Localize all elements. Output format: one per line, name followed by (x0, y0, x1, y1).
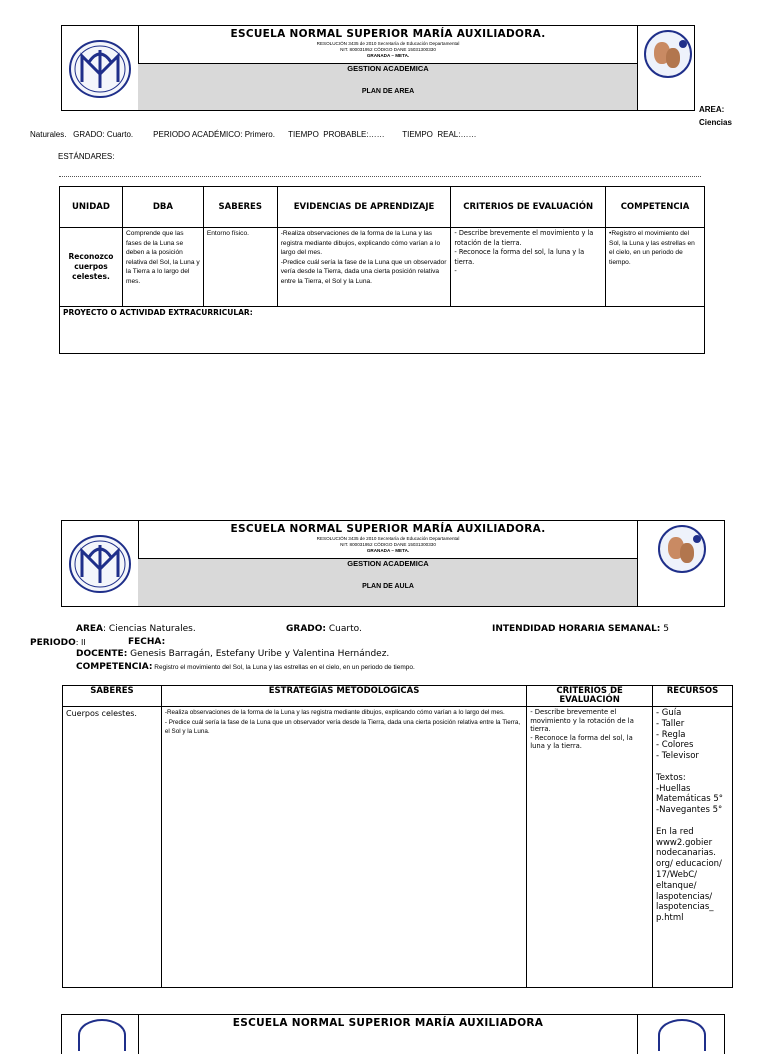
school-name: ESCUELA NORMAL SUPERIOR MARÍA AUXILIADORA. (230, 523, 546, 535)
docente-value: Genesis Barragán, Estefany Uribe y Valentina Hernández. (127, 649, 390, 659)
col-header: UNIDAD (60, 187, 123, 228)
estrategias-cell: -Realiza observaciones de la forma de la Luna y las registra mediante dibujos, explicando cómo varían a lo largo del mes. - Predice cuál sería la fase de la Luna que un observador vería desde la Tierra, dada una cierta posición relativa entre la Tierra, el Sol y la Luna. (161, 707, 526, 988)
area-value: Ciencias (699, 118, 732, 127)
city-text: GRANADA – META. (366, 53, 410, 58)
header-middle (138, 26, 638, 110)
school-logo-icon (67, 36, 133, 102)
plan-aula-table (62, 685, 733, 988)
unidad-cell: Reconozco cuerpos celestes. (60, 228, 123, 307)
proyecto-cell: PROYECTO O ACTIVIDAD EXTRACURRICULAR: (60, 307, 705, 354)
doc-title: PLAN DE AULA (138, 569, 638, 606)
intensidad-value: 5 (660, 624, 669, 634)
doc-title: PLAN DE AREA (138, 74, 638, 110)
seal-cell (637, 1015, 724, 1054)
col-header: RECURSOS (653, 686, 733, 707)
evidencias-cell: -Realiza observaciones de la forma de la Luna y las registra mediante dibujos, explicando cómo varían a lo largo del mes. -Predice cuál sería la fase de la Luna que un observador vería desde la Tierra, dada una cierta posición relativa entre la Tierra, el Sol y la Luna. (277, 228, 451, 307)
seal-cell (637, 521, 724, 606)
periodo-line (30, 637, 86, 649)
area-value: : Ciencias Naturales. (103, 624, 196, 634)
school-seal-icon (658, 525, 706, 573)
school-logo-cell (62, 26, 139, 110)
header-plan-area (61, 25, 695, 111)
competencia-label: COMPETENCIA: (76, 662, 153, 672)
plan-area-table (59, 186, 705, 354)
city-text: GRANADA – META. (366, 548, 410, 553)
fecha-line (128, 637, 165, 648)
gestion-band: GESTION ACADEMICA (138, 558, 638, 570)
intensidad-line (492, 624, 669, 635)
col-header: COMPETENCIA (606, 187, 705, 228)
table-header-row (63, 686, 733, 707)
saberes-cell: Entorno físico. (203, 228, 277, 307)
table-header-row (60, 187, 705, 228)
header-middle (138, 1015, 638, 1054)
docente-label: DOCENTE: (76, 649, 128, 659)
school-logo-cell (62, 1015, 139, 1054)
header-middle (138, 521, 638, 606)
intensidad-label: INTENDIDAD HORARIA SEMANAL: (492, 624, 661, 634)
docente-line (76, 649, 389, 660)
header-partial (61, 1014, 725, 1054)
nit-text: NIT. 800031952 CÓDIGO DANE 15031300330 (340, 47, 436, 52)
grado-value: Cuarto. (326, 624, 362, 634)
periodo-label: PERIODO (30, 638, 76, 648)
divider-line (59, 176, 701, 177)
col-header: CRITERIOS DE EVALUACIÓN (527, 686, 653, 707)
school-logo-icon (67, 531, 133, 597)
periodo-value: : II (75, 638, 86, 647)
col-header: SABERES (63, 686, 162, 707)
school-name: ESCUELA NORMAL SUPERIOR MARÍA AUXILIADORA (232, 1017, 544, 1029)
estandares-label: ESTÁNDARES: (58, 152, 115, 161)
area-line (76, 624, 196, 635)
info-line: Naturales. GRADO: Cuarto. PERIODO ACADÉMICO: Primero. TIEMPO PROBABLE:…… TIEMPO REAL:…… (30, 130, 477, 139)
school-seal-icon (644, 30, 692, 78)
proyecto-row (60, 307, 705, 354)
school-name: ESCUELA NORMAL SUPERIOR MARÍA AUXILIADORA. (230, 28, 546, 40)
recursos-cell: - Guía - Taller - Regla - Colores - Televisor Textos: -Huellas Matemáticas 5° -Navegantes 5° En la red www2.gobier nodecanarias. org/ educacion/ 17/WebC/ eltanque/ laspotencias/ laspotencias_ p.html (653, 707, 733, 988)
competencia-line (76, 662, 415, 673)
fecha-label: FECHA: (128, 637, 166, 647)
area-label: AREA (76, 624, 104, 634)
col-header: SABERES (203, 187, 277, 228)
dba-cell: Comprende que las fases de la Luna se deben a la posición relativa del Sol, la Luna y la Tierra a lo largo del mes. (122, 228, 203, 307)
table-row (63, 707, 733, 988)
col-header: CRITERIOS DE EVALUACIÓN (451, 187, 606, 228)
criterios-cell: - Describe brevemente el movimiento y la rotación de la tierra. - Reconoce la forma del sol, la luna y la tierra. - (451, 228, 606, 307)
col-header: DBA (122, 187, 203, 228)
table-row (60, 228, 705, 307)
grado-line (286, 624, 362, 635)
col-header: ESTRATEGIAS METODOLOGICAS (161, 686, 526, 707)
competencia-value: Registro el movimiento del Sol, la Luna y las estrellas en el cielo, en un periodo de tiempo. (152, 664, 415, 671)
school-logo-cell (62, 521, 139, 606)
seal-cell (637, 26, 694, 110)
nit-text: NIT. 800031952 CÓDIGO DANE 15031300330 (340, 542, 436, 547)
resolution-text: RESOLUCIÓN 3435 de 2010 Secretaría de Educación Departamental (316, 536, 460, 541)
saberes-cell: Cuerpos celestes. (63, 707, 162, 988)
header-plan-aula (61, 520, 725, 607)
col-header: EVIDENCIAS DE APRENDIZAJE (277, 187, 451, 228)
resolution-text: RESOLUCIÓN 3435 de 2010 Secretaría de Educación Departamental (316, 41, 460, 46)
gestion-band: GESTION ACADEMICA (138, 63, 638, 75)
area-label: AREA: (699, 105, 725, 114)
competencia-cell: •Registro el movimiento del Sol, la Luna y las estrellas en el cielo, en un periodo de tiempo. (606, 228, 705, 307)
criterios-cell: - Describe brevemente el movimiento y la rotación de la tierra. - Reconoce la forma del sol, la luna y la tierra. (527, 707, 653, 988)
grado-label: GRADO: (286, 624, 327, 634)
